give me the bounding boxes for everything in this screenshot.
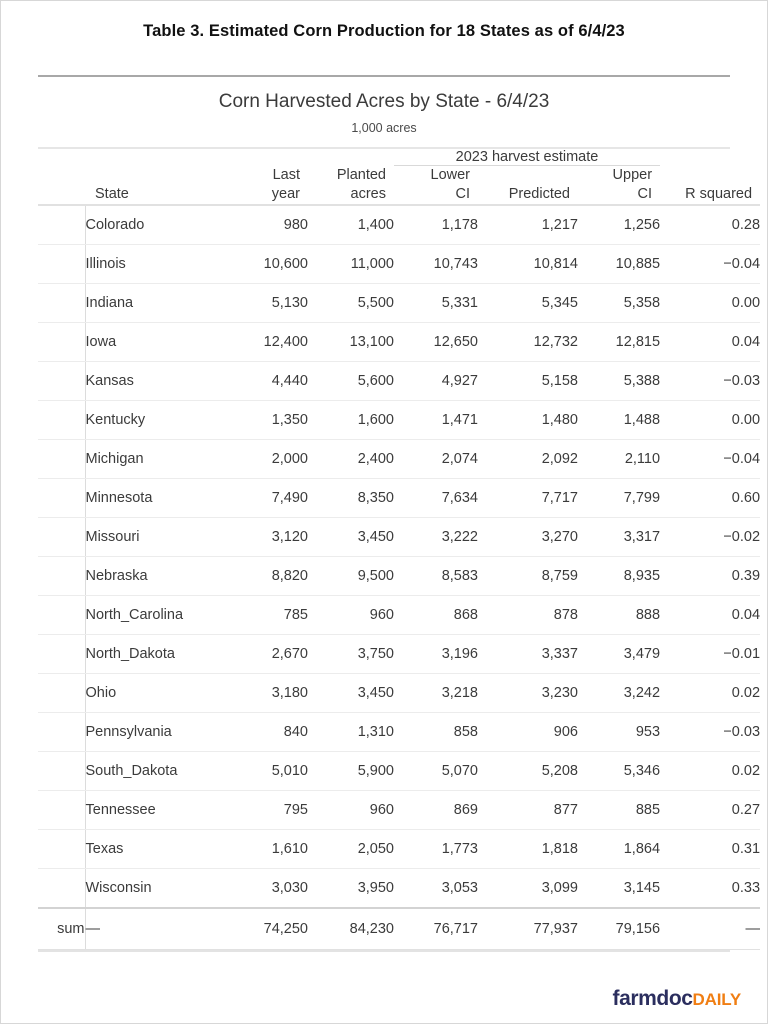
cell-upper-ci: 3,242	[578, 674, 660, 713]
summary-cell-upper-ci: 79,156	[578, 908, 660, 950]
cell-state: North_Dakota	[85, 635, 233, 674]
cell-state: Illinois	[85, 245, 233, 284]
column-header-last-year-line2: year	[271, 186, 300, 202]
logo-farmdoc-text: farmdoc	[612, 987, 693, 1010]
cell-state: Indiana	[85, 284, 233, 323]
table-row	[38, 479, 760, 518]
cell-last-year: 5,010	[233, 752, 308, 791]
cell-upper-ci: 10,885	[578, 245, 660, 284]
cell-upper-ci: 2,110	[578, 440, 660, 479]
cell-last-year: 8,820	[233, 557, 308, 596]
logo-daily-text: DAILY	[692, 990, 741, 1009]
cell-upper-ci: 5,346	[578, 752, 660, 791]
footer	[612, 988, 741, 1009]
summary-cell-planted-acres: 84,230	[308, 908, 394, 950]
table-row	[38, 596, 760, 635]
column-header-lower-line1: Lower	[430, 167, 470, 183]
cell-r-squared: −0.02	[660, 518, 760, 557]
cell-state: Tennessee	[85, 791, 233, 830]
cell-r-squared: 0.04	[660, 596, 760, 635]
column-header-lower-line2: CI	[455, 186, 470, 202]
spanner-blank-lastyear	[233, 149, 308, 166]
cell-planted-acres: 2,400	[308, 440, 394, 479]
table-row	[38, 635, 760, 674]
table-row	[38, 518, 760, 557]
cell-last-year: 1,350	[233, 401, 308, 440]
table-head	[38, 149, 760, 205]
row-stub	[38, 440, 85, 479]
summary-cell-predicted: 77,937	[478, 908, 578, 950]
cell-r-squared: −0.01	[660, 635, 760, 674]
cell-predicted: 906	[478, 713, 578, 752]
cell-predicted: 2,092	[478, 440, 578, 479]
cell-planted-acres: 1,600	[308, 401, 394, 440]
table-heading-block	[38, 75, 730, 149]
summary-cell-r-squared: —	[660, 908, 760, 950]
column-header-planted-acres[interactable]	[308, 166, 394, 206]
cell-state: Wisconsin	[85, 869, 233, 909]
spanner-row	[38, 149, 760, 166]
cell-state: Texas	[85, 830, 233, 869]
cell-lower-ci: 8,583	[394, 557, 478, 596]
cell-planted-acres: 11,000	[308, 245, 394, 284]
cell-lower-ci: 3,196	[394, 635, 478, 674]
cell-predicted: 5,158	[478, 362, 578, 401]
cell-state: South_Dakota	[85, 752, 233, 791]
table-container	[38, 42, 761, 952]
cell-r-squared: −0.03	[660, 713, 760, 752]
spanner-blank-planted	[308, 149, 394, 166]
cell-last-year: 2,670	[233, 635, 308, 674]
cell-lower-ci: 3,222	[394, 518, 478, 557]
cell-upper-ci: 8,935	[578, 557, 660, 596]
table-bottom-rule	[38, 950, 730, 952]
cell-lower-ci: 2,074	[394, 440, 478, 479]
cell-upper-ci: 3,479	[578, 635, 660, 674]
row-stub	[38, 869, 85, 909]
summary-row	[38, 908, 760, 950]
cell-state: Nebraska	[85, 557, 233, 596]
table-row	[38, 205, 760, 245]
cell-last-year: 10,600	[233, 245, 308, 284]
table-row	[38, 791, 760, 830]
cell-planted-acres: 3,950	[308, 869, 394, 909]
cell-planted-acres: 960	[308, 596, 394, 635]
cell-predicted: 3,270	[478, 518, 578, 557]
cell-state: Michigan	[85, 440, 233, 479]
table-subtitle: 1,000 acres	[351, 121, 417, 135]
cell-lower-ci: 1,471	[394, 401, 478, 440]
cell-upper-ci: 3,317	[578, 518, 660, 557]
table-row	[38, 830, 760, 869]
cell-state: Kansas	[85, 362, 233, 401]
cell-state: Missouri	[85, 518, 233, 557]
table-row	[38, 323, 760, 362]
column-header-predicted[interactable]: Predicted	[478, 166, 578, 206]
cell-planted-acres: 5,500	[308, 284, 394, 323]
row-stub	[38, 596, 85, 635]
spanner-blank-rsquared	[660, 149, 760, 166]
table-body	[38, 205, 760, 908]
cell-last-year: 3,030	[233, 869, 308, 909]
cell-state: Ohio	[85, 674, 233, 713]
cell-lower-ci: 869	[394, 791, 478, 830]
summary-cell-state: —	[85, 908, 233, 950]
row-stub	[38, 830, 85, 869]
cell-r-squared: 0.02	[660, 752, 760, 791]
cell-planted-acres: 2,050	[308, 830, 394, 869]
table-title: Corn Harvested Acres by State - 6/4/23	[218, 91, 550, 112]
cell-upper-ci: 885	[578, 791, 660, 830]
summary-label: sum	[38, 908, 85, 950]
cell-r-squared: 0.00	[660, 401, 760, 440]
table-row	[38, 245, 760, 284]
spanner-harvest-estimate: 2023 harvest estimate	[394, 149, 660, 166]
cell-lower-ci: 10,743	[394, 245, 478, 284]
cell-lower-ci: 1,773	[394, 830, 478, 869]
cell-predicted: 10,814	[478, 245, 578, 284]
summary-cell-lower-ci: 76,717	[394, 908, 478, 950]
cell-last-year: 2,000	[233, 440, 308, 479]
cell-r-squared: −0.04	[660, 440, 760, 479]
cell-predicted: 5,208	[478, 752, 578, 791]
cell-upper-ci: 1,864	[578, 830, 660, 869]
column-header-upper-line1: Upper	[612, 167, 653, 183]
cell-lower-ci: 5,331	[394, 284, 478, 323]
corn-production-table	[38, 149, 760, 950]
cell-lower-ci: 12,650	[394, 323, 478, 362]
cell-r-squared: 0.31	[660, 830, 760, 869]
cell-predicted: 5,345	[478, 284, 578, 323]
cell-last-year: 5,130	[233, 284, 308, 323]
summary-cell-last-year: 74,250	[233, 908, 308, 950]
cell-planted-acres: 1,400	[308, 205, 394, 245]
cell-lower-ci: 3,053	[394, 869, 478, 909]
column-header-upper-line2: CI	[637, 186, 653, 202]
table-row	[38, 713, 760, 752]
row-stub	[38, 713, 85, 752]
cell-state: Minnesota	[85, 479, 233, 518]
cell-last-year: 4,440	[233, 362, 308, 401]
cell-predicted: 1,217	[478, 205, 578, 245]
cell-upper-ci: 1,488	[578, 401, 660, 440]
cell-r-squared: 0.04	[660, 323, 760, 362]
cell-upper-ci: 5,388	[578, 362, 660, 401]
cell-last-year: 7,490	[233, 479, 308, 518]
column-header-lower-ci[interactable]	[394, 166, 478, 206]
column-header-last-year[interactable]	[233, 166, 308, 206]
cell-r-squared: 0.02	[660, 674, 760, 713]
column-header-last-year-line1: Last	[272, 167, 300, 183]
cell-lower-ci: 7,634	[394, 479, 478, 518]
cell-last-year: 840	[233, 713, 308, 752]
table-row	[38, 440, 760, 479]
cell-planted-acres: 3,450	[308, 674, 394, 713]
cell-upper-ci: 953	[578, 713, 660, 752]
cell-last-year: 3,120	[233, 518, 308, 557]
table-row	[38, 869, 760, 909]
cell-predicted: 1,818	[478, 830, 578, 869]
cell-planted-acres: 13,100	[308, 323, 394, 362]
farmdoc-daily-logo[interactable]	[612, 988, 741, 1009]
cell-r-squared: 0.28	[660, 205, 760, 245]
cell-planted-acres: 9,500	[308, 557, 394, 596]
column-header-state[interactable]: State	[85, 166, 233, 206]
cell-upper-ci: 5,358	[578, 284, 660, 323]
row-stub	[38, 674, 85, 713]
cell-predicted: 3,099	[478, 869, 578, 909]
column-header-planted-line2: acres	[350, 186, 386, 202]
cell-predicted: 8,759	[478, 557, 578, 596]
cell-state: Kentucky	[85, 401, 233, 440]
row-stub	[38, 752, 85, 791]
cell-state: North_Carolina	[85, 596, 233, 635]
cell-lower-ci: 3,218	[394, 674, 478, 713]
cell-upper-ci: 3,145	[578, 869, 660, 909]
cell-r-squared: 0.00	[660, 284, 760, 323]
cell-predicted: 877	[478, 791, 578, 830]
row-stub	[38, 557, 85, 596]
cell-planted-acres: 1,310	[308, 713, 394, 752]
spanner-blank-stub	[38, 149, 85, 166]
cell-planted-acres: 5,600	[308, 362, 394, 401]
cell-last-year: 3,180	[233, 674, 308, 713]
cell-lower-ci: 858	[394, 713, 478, 752]
cell-predicted: 1,480	[478, 401, 578, 440]
row-stub	[38, 635, 85, 674]
cell-upper-ci: 1,256	[578, 205, 660, 245]
row-stub	[38, 205, 85, 245]
table-row	[38, 401, 760, 440]
row-stub	[38, 401, 85, 440]
row-stub	[38, 284, 85, 323]
cell-upper-ci: 12,815	[578, 323, 660, 362]
cell-lower-ci: 5,070	[394, 752, 478, 791]
cell-r-squared: 0.27	[660, 791, 760, 830]
column-header-r-squared[interactable]: R squared	[660, 166, 760, 206]
table-row	[38, 362, 760, 401]
cell-state: Iowa	[85, 323, 233, 362]
column-header-upper-ci[interactable]	[578, 166, 660, 206]
cell-upper-ci: 7,799	[578, 479, 660, 518]
cell-predicted: 7,717	[478, 479, 578, 518]
cell-last-year: 1,610	[233, 830, 308, 869]
cell-last-year: 795	[233, 791, 308, 830]
cell-planted-acres: 3,450	[308, 518, 394, 557]
cell-last-year: 785	[233, 596, 308, 635]
table-row	[38, 284, 760, 323]
spanner-blank-state	[85, 149, 233, 166]
cell-r-squared: 0.60	[660, 479, 760, 518]
cell-lower-ci: 4,927	[394, 362, 478, 401]
cell-r-squared: −0.04	[660, 245, 760, 284]
cell-planted-acres: 3,750	[308, 635, 394, 674]
cell-lower-ci: 868	[394, 596, 478, 635]
cell-r-squared: −0.03	[660, 362, 760, 401]
row-stub	[38, 362, 85, 401]
cell-r-squared: 0.33	[660, 869, 760, 909]
column-header-row	[38, 166, 760, 206]
figure-caption: Table 3. Estimated Corn Production for 18 States as of 6/4/23	[143, 22, 625, 40]
table-row	[38, 557, 760, 596]
row-stub	[38, 323, 85, 362]
row-stub	[38, 791, 85, 830]
cell-r-squared: 0.39	[660, 557, 760, 596]
cell-predicted: 12,732	[478, 323, 578, 362]
row-stub	[38, 479, 85, 518]
row-stub	[38, 245, 85, 284]
cell-planted-acres: 5,900	[308, 752, 394, 791]
cell-state: Colorado	[85, 205, 233, 245]
cell-last-year: 12,400	[233, 323, 308, 362]
row-stub	[38, 518, 85, 557]
cell-predicted: 3,230	[478, 674, 578, 713]
cell-planted-acres: 960	[308, 791, 394, 830]
table-row	[38, 674, 760, 713]
column-header-planted-line1: Planted	[336, 167, 386, 183]
cell-last-year: 980	[233, 205, 308, 245]
cell-predicted: 3,337	[478, 635, 578, 674]
table-summary	[38, 908, 760, 950]
cell-predicted: 878	[478, 596, 578, 635]
column-header-stub	[38, 166, 85, 206]
cell-state: Pennsylvania	[85, 713, 233, 752]
cell-planted-acres: 8,350	[308, 479, 394, 518]
cell-upper-ci: 888	[578, 596, 660, 635]
cell-lower-ci: 1,178	[394, 205, 478, 245]
table-row	[38, 752, 760, 791]
